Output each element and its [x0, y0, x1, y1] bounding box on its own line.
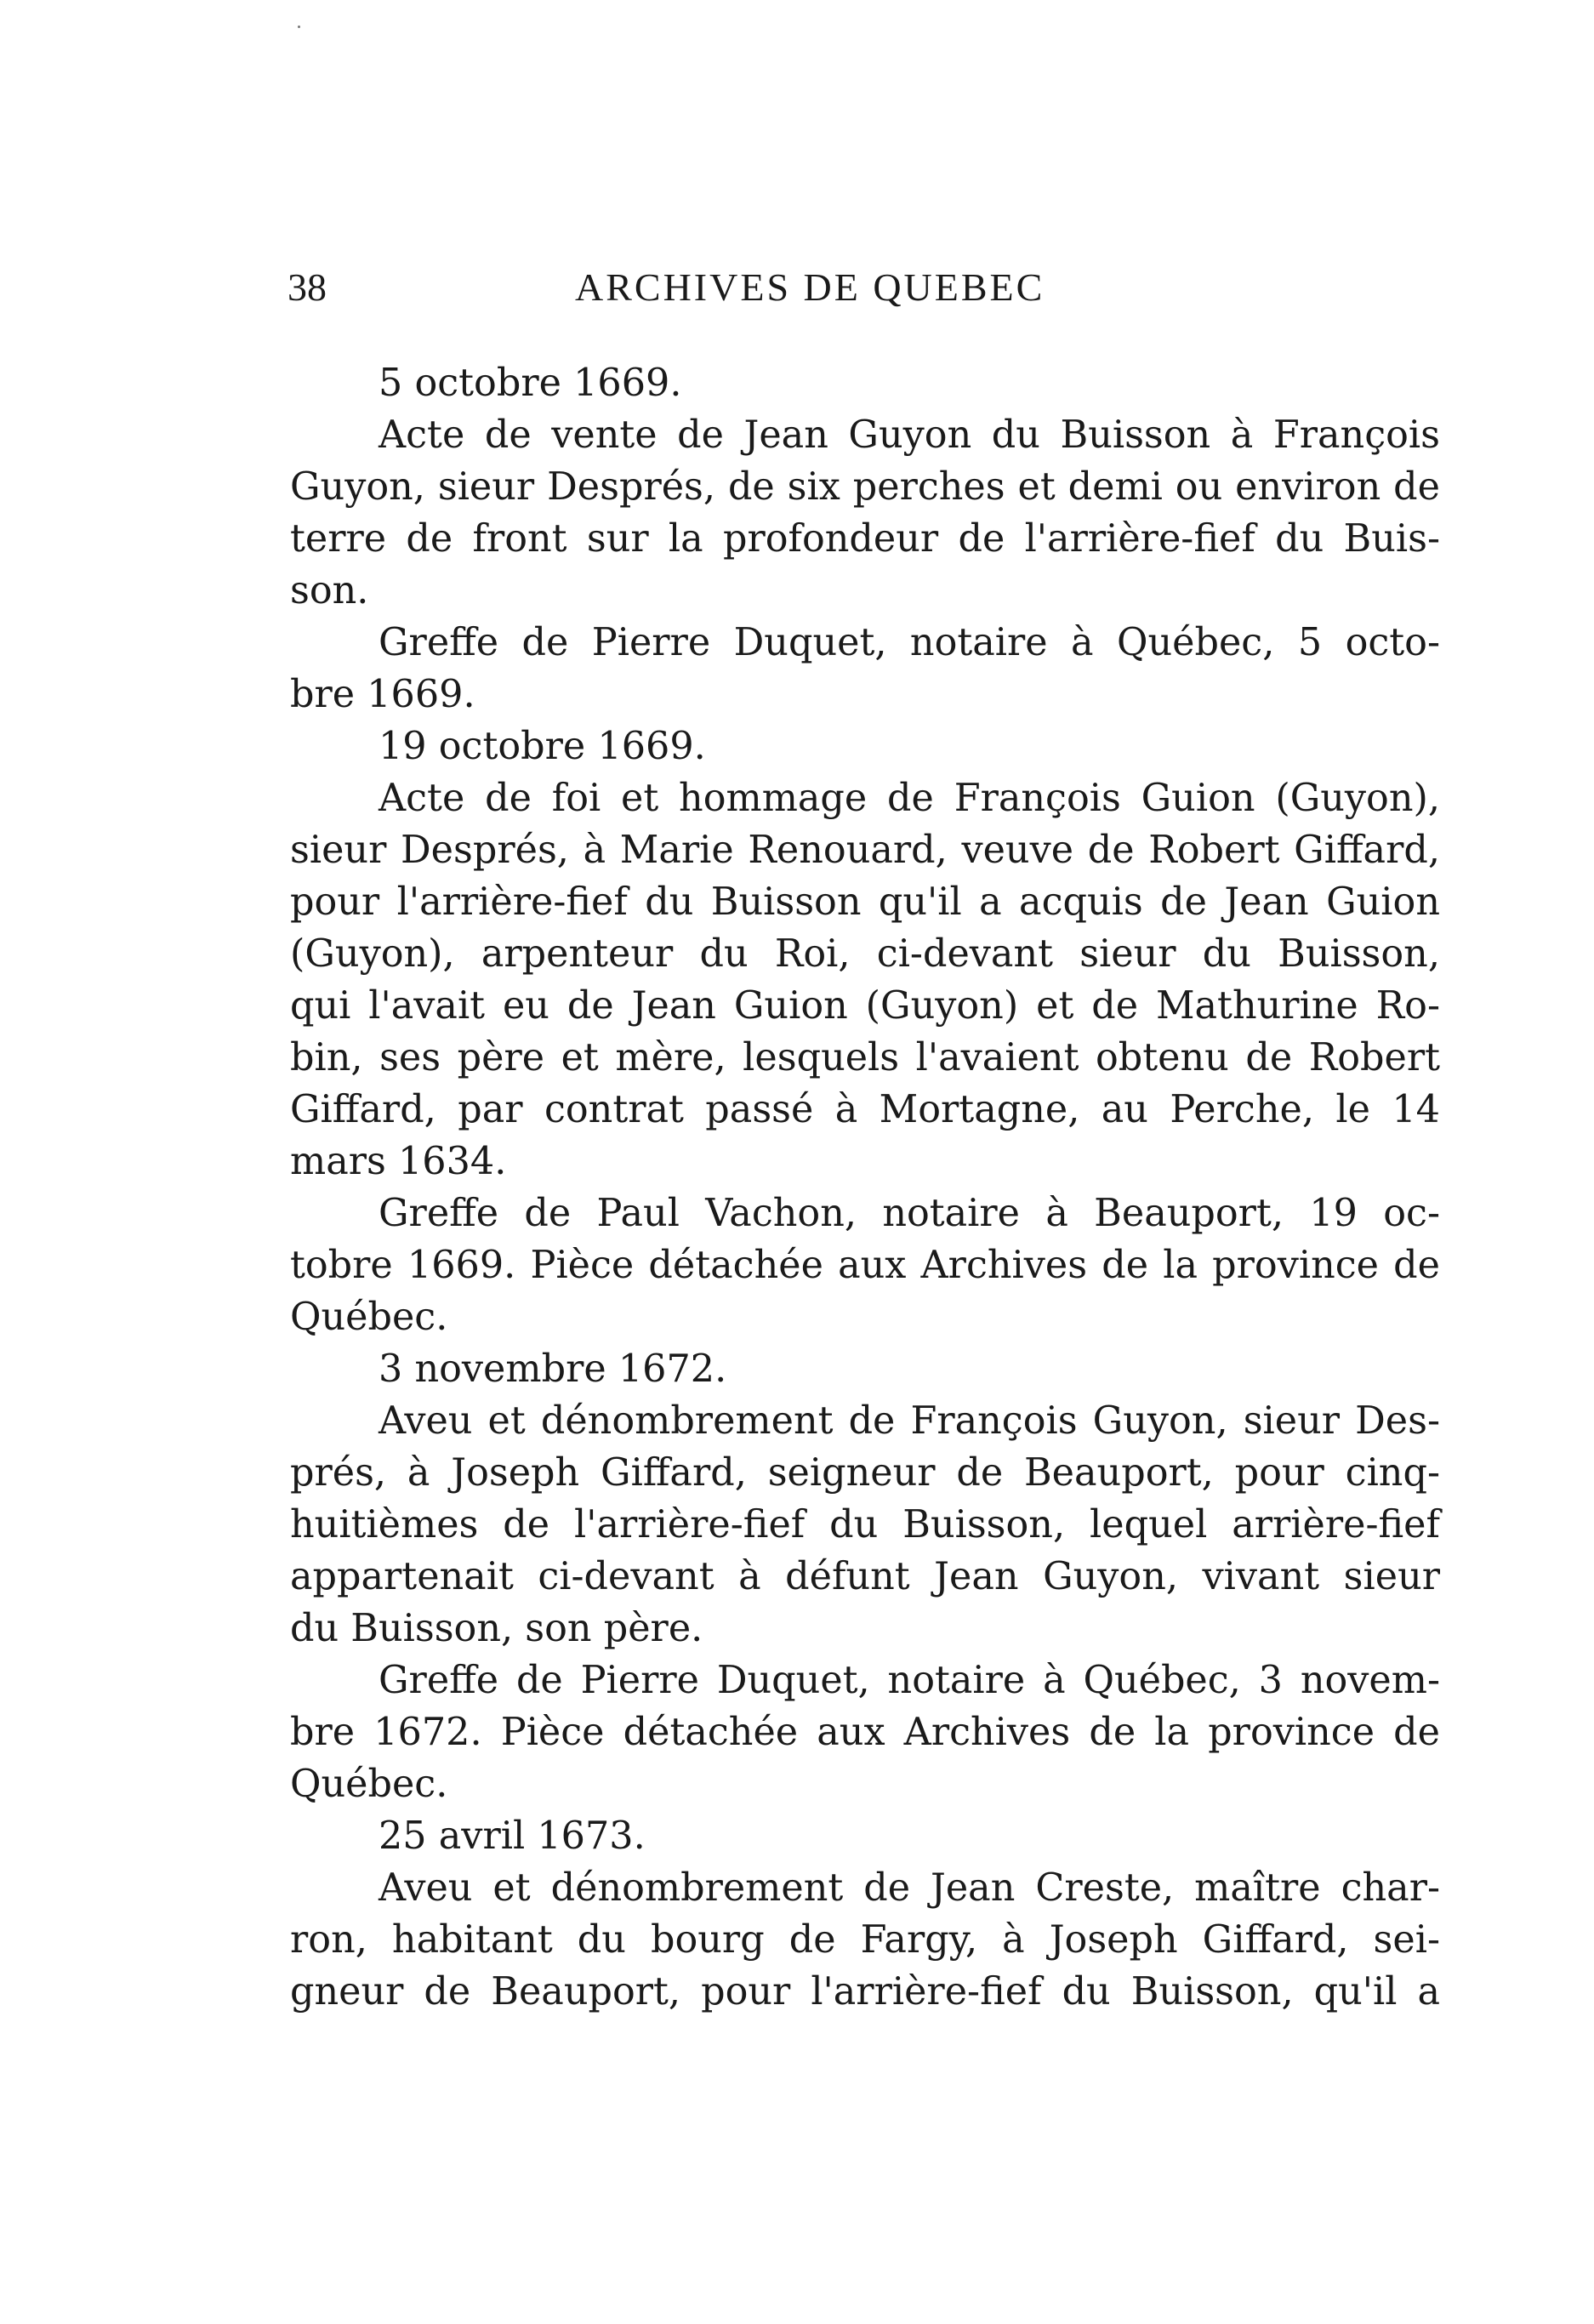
entry-date: 3 novembre 1672.: [379, 1347, 727, 1391]
text-line: son.: [290, 569, 369, 612]
text-line: ron, habitant du bourg de Fargy, à Joseph Giffard, sei-: [290, 1918, 1440, 1962]
text-line: qui l'avait eu de Jean Guion (Guyon) et de Mathurine Ro-: [290, 984, 1440, 1028]
text-line: mars 1634.: [290, 1140, 507, 1183]
text-line: pour l'arrière-fief du Buisson qu'il a acquis de Jean Guion: [290, 880, 1440, 924]
entry-date: 25 avril 1673.: [379, 1814, 646, 1858]
page-header: [287, 262, 1147, 313]
text-line: huitièmes de l'arrière-fief du Buisson, lequel arrière-fief: [290, 1503, 1440, 1546]
text-line: gneur de Beauport, pour l'arrière-fief du Buisson, qu'il a: [290, 1970, 1440, 2014]
text-line: Greffe de Pierre Duquet, notaire à Québec, 3 novem-: [379, 1659, 1440, 1702]
paper-speck: [298, 26, 300, 28]
text-line: bin, ses père et mère, lesquels l'avaient obtenu de Robert: [290, 1036, 1440, 1079]
text-line: (Guyon), arpenteur du Roi, ci-devant sieur du Buisson,: [290, 932, 1440, 976]
entry: [290, 1810, 1440, 2018]
text-line: bre 1669.: [290, 673, 475, 716]
text-line: Greffe de Pierre Duquet, notaire à Québec, 5 octo-: [379, 621, 1440, 664]
entry: [290, 357, 1440, 721]
text-line: prés, à Joseph Giffard, seigneur de Beauport, pour cinq-: [290, 1451, 1440, 1495]
text-line: du Buisson, son père.: [290, 1607, 703, 1650]
entry-source: [290, 1188, 1440, 1343]
entry-source: [290, 1655, 1440, 1810]
text-line: Québec.: [290, 1763, 448, 1806]
text-line: Greffe de Paul Vachon, notaire à Beauport, 19 oc-: [379, 1192, 1440, 1235]
entry-description: [290, 409, 1440, 617]
text-line: Aveu et dénombrement de François Guyon, sieur Des-: [379, 1399, 1440, 1443]
text-line: bre 1672. Pièce détachée aux Archives de la province de: [290, 1711, 1440, 1754]
entry-date: 5 octobre 1669.: [379, 362, 682, 405]
running-title: ARCHIVES DE QUEBEC: [575, 265, 1045, 309]
entry-date: 19 octobre 1669.: [379, 725, 706, 768]
entry: [290, 721, 1440, 1343]
text-line: Guyon, sieur Després, de six perches et demi ou environ de: [290, 465, 1440, 509]
body-text: [290, 357, 1440, 2018]
page-number: 38: [287, 265, 327, 309]
text-line: Acte de foi et hommage de François Guion (Guyon),: [379, 777, 1440, 820]
text-line: tobre 1669. Pièce détachée aux Archives de la province de: [290, 1244, 1440, 1287]
text-line: Giffard, par contrat passé à Mortagne, au Perche, le 14: [290, 1088, 1440, 1131]
text-line: appartenait ci-devant à défunt Jean Guyon, vivant sieur: [290, 1555, 1440, 1598]
text-line: Acte de vente de Jean Guyon du Buisson à François: [379, 413, 1440, 457]
entry-description: [290, 1395, 1440, 1655]
entry-description: [290, 772, 1440, 1188]
text-line: Aveu et dénombrement de Jean Creste, maître char-: [379, 1866, 1440, 1910]
text-line: sieur Després, à Marie Renouard, veuve de Robert Giffard,: [290, 829, 1440, 872]
text-line: Québec.: [290, 1296, 448, 1339]
entry: [290, 1343, 1440, 1810]
entry-description: [290, 1862, 1440, 2018]
text-line: terre de front sur la profondeur de l'arrière-fief du Buis-: [290, 517, 1440, 561]
entry-source: [290, 617, 1440, 721]
